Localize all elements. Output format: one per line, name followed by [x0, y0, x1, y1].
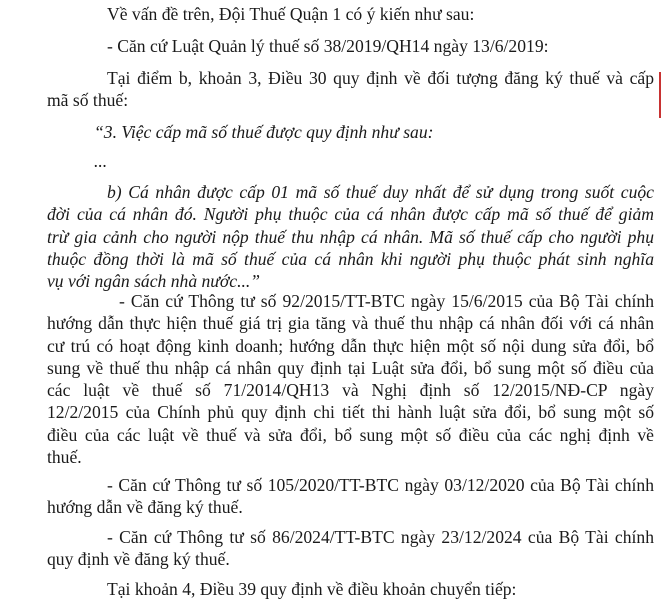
basis-circular-86-first: [107, 526, 654, 548]
quote-b-line: trừ gia cảnh cho người nộp thuế thu nhập cá nhân. Mã số thuế cấp cho người phụ: [47, 226, 654, 247]
basis-2-line: 12/2/2015 của Chính phủ quy định chi tiết thi hành luật sửa đổi, bổ sung một số: [47, 402, 654, 423]
quote-ellipsis: ...: [94, 151, 108, 171]
point-b-line: mã số thuế:: [47, 90, 129, 110]
basis-2-line: sung về thuế thu nhập cá nhân quy định tại Luật sửa đổi, bổ sung một số điều của: [47, 357, 654, 378]
basis-4-line: quy định về đăng ký thuế.: [47, 549, 230, 569]
basis-circular-105-first: [107, 474, 654, 496]
point-b-line: Tại điểm b, khoản 3, Điều 30 quy định về đối tượng đăng ký thuế và cấp: [107, 68, 654, 88]
basis-circular-92-first: [119, 290, 654, 312]
basis-circular-92-body: [47, 312, 654, 468]
basis-2-line: các luật về thuế số 71/2014/QH13 và Nghị định số 12/2015/NĐ-CP ngày: [47, 380, 654, 401]
basis-2-line: cư trú có hoạt động kinh doanh; hướng dẫn thực hiện một số nội dung sửa đổi, bổ: [47, 335, 654, 356]
basis-3-line: - Căn cứ Thông tư số 105/2020/TT-BTC ngày 03/12/2020 của Bộ Tài chính: [107, 475, 654, 495]
intro-paragraph: Về vấn đề trên, Đội Thuế Quận 1 có ý kiến như sau:: [107, 4, 475, 24]
basis-law-38-2019: - Căn cứ Luật Quản lý thuế số 38/2019/QH14 ngày 13/6/2019:: [107, 36, 549, 56]
quote-heading: “3. Việc cấp mã số thuế được quy định như sau:: [94, 122, 434, 142]
quote-b-line: đời của cá nhân đó. Người phụ thuộc của cá nhân được cấp mã số thuế để giảm: [47, 204, 654, 225]
basis-4-line: - Căn cứ Thông tư số 86/2024/TT-BTC ngày 23/12/2024 của Bộ Tài chính: [107, 527, 654, 547]
basis-2-line: thuế.: [47, 447, 82, 468]
transition-paragraph: Tại khoản 4, Điều 39 quy định về điều khoản chuyển tiếp:: [107, 579, 517, 599]
quote-b-line: thuộc đồng thời là mã số thuế của cá nhân khi người phụ thuộc phát sinh nghĩa: [47, 248, 654, 269]
quote-b-line: vụ với ngân sách nhà nước...”: [47, 271, 261, 292]
basis-2-line: hướng dẫn thực hiện thuế giá trị gia tăng và thuế thu nhập cá nhân đối với cá nhân: [47, 313, 654, 334]
quote-b-line: b) Cá nhân được cấp 01 mã số thuế duy nhất để sử dụng trong suốt cuộc: [107, 182, 654, 202]
quote-b-body: [47, 203, 654, 292]
basis-2-line: điều của các luật về thuế và sửa đổi, bổ sung một số điều của các nghị định về: [47, 424, 654, 445]
quote-b-first: [107, 181, 654, 203]
point-b-paragraph: [107, 67, 654, 89]
red-margin-mark: [655, 72, 661, 118]
basis-2-line: - Căn cứ Thông tư số 92/2015/TT-BTC ngày 15/6/2015 của Bộ Tài chính: [119, 291, 654, 311]
basis-3-line: hướng dẫn về đăng ký thuế.: [47, 497, 243, 517]
